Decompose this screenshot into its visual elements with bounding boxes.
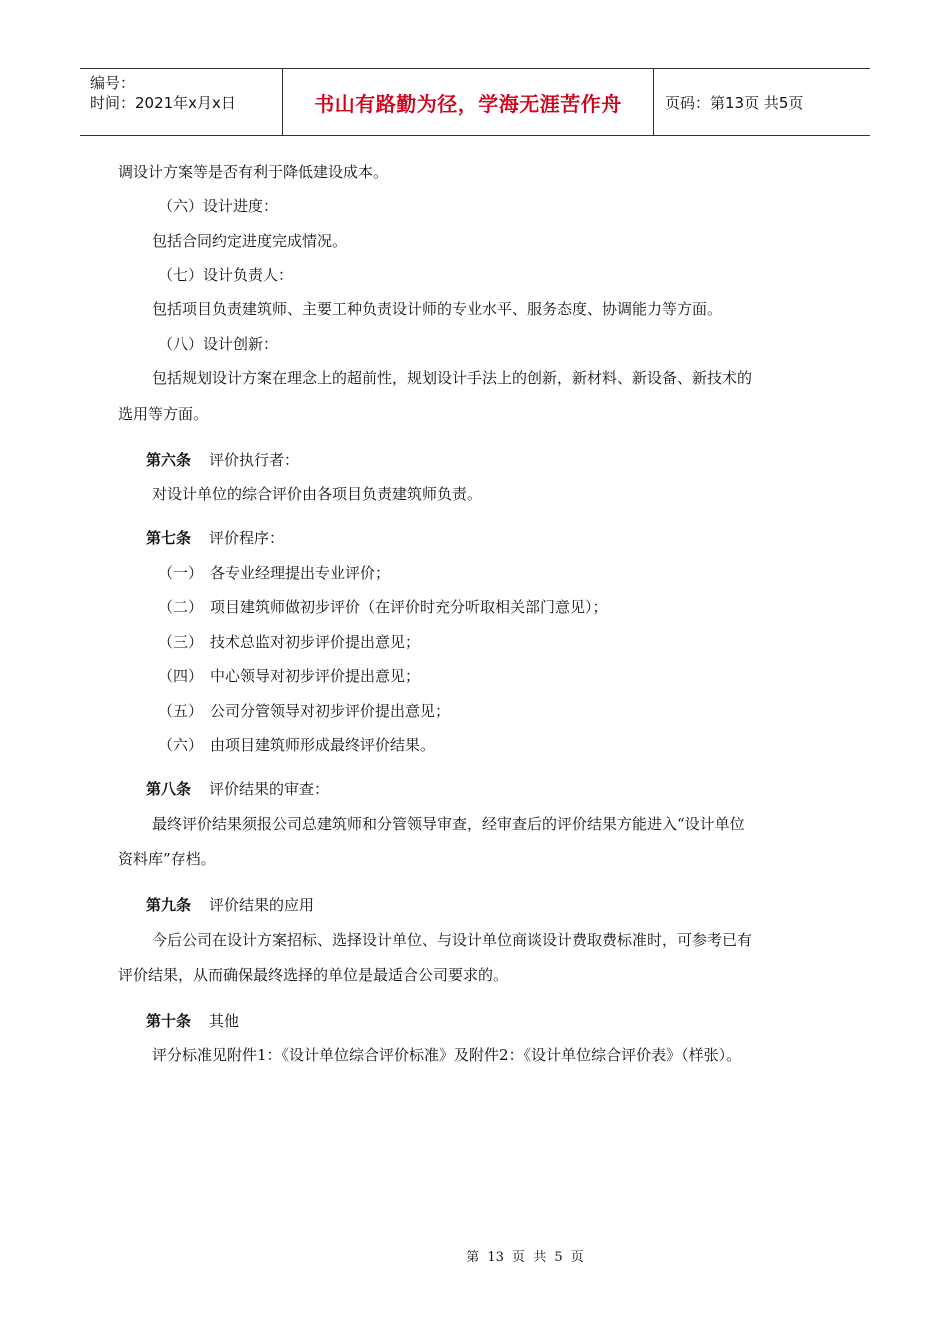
step-number: （四） [158,667,204,685]
step-item [158,632,420,652]
time-label: 时间：2021年x月x日 [90,94,236,112]
article-10-heading [146,1011,239,1031]
article-8-text-1: 最终评价结果须报公司总建筑师和分管领导审查，经审查后的评价结果方能进入“设计单位 [152,815,745,833]
item6-text: 包括合同约定进度完成情况。 [152,232,348,250]
motto-text: 书山有路勤为径，学海无涯苦作舟 [314,91,622,116]
step-text: 公司分管领导对初步评价提出意见； [210,702,451,720]
step-text: 中心领导对初步评价提出意见； [210,667,421,685]
article-9-title: 评价结果的应用 [209,896,315,914]
article-8-text-2: 资料库”存档。 [118,850,216,868]
item8-text-2: 选用等方面。 [118,405,209,423]
header-meta [90,73,236,113]
step-text: 由项目建筑师形成最终评价结果。 [210,736,436,754]
step-item [158,597,608,617]
step-item [158,666,420,686]
page-footer: 第 13 页 共 5 页 [466,1250,584,1265]
article-7-heading [146,528,284,548]
article-6-text: 对设计单位的综合评价由各项目负责建筑师负责。 [152,485,483,503]
article-6-title: 评价执行者： [209,451,300,469]
step-text: 技术总监对初步评价提出意见； [210,633,421,651]
step-number: （五） [158,702,204,720]
article-7-number: 第七条 [146,529,192,547]
article-6-number: 第六条 [146,451,192,469]
article-9-heading [146,895,314,915]
item8-text-1: 包括规划设计方案在理念上的超前性，规划设计手法上的创新，新材料、新设备、新技术的 [152,369,753,387]
article-10-number: 第十条 [146,1012,192,1030]
step-item [158,563,390,583]
article-10-title: 其他 [209,1012,240,1030]
intro-tail: 调设计方案等是否有利于降低建设成本。 [118,163,389,181]
step-item [158,735,435,755]
step-text: 项目建筑师做初步评价（在评价时充分听取相关部门意见）； [210,598,608,616]
step-number: （六） [158,736,204,754]
item7-text: 包括项目负责建筑师、主要工种负责设计师的专业水平、服务态度、协调能力等方面。 [152,300,723,318]
article-9-text-2: 评价结果，从而确保最终选择的单位是最适合公司要求的。 [118,966,509,984]
article-7-title: 评价程序： [209,529,285,547]
article-9-number: 第九条 [146,896,192,914]
article-10-text: 评分标准见附件1：《设计单位综合评价标准》及附件2：《设计单位综合评价表》（样张）。 [152,1046,742,1064]
article-9-text-1: 今后公司在设计方案招标、选择设计单位、与设计单位商谈设计费取费标准时，可参考已有 [152,931,753,949]
step-number: （一） [158,564,204,582]
page-header [80,68,870,136]
article-8-title: 评价结果的审查： [209,780,330,798]
article-8-number: 第八条 [146,780,192,798]
item7-title: （七）设计负责人： [158,266,294,284]
article-8-heading [146,779,329,799]
code-label: 编号： [90,74,136,92]
step-number: （三） [158,633,204,651]
step-text: 各专业经理提出专业评价； [210,564,391,582]
header-motto-cell [282,69,654,135]
step-number: （二） [158,598,204,616]
step-item [158,701,450,721]
item8-title: （八）设计创新： [158,335,279,353]
article-6-heading [146,450,299,470]
item6-title: （六）设计进度： [158,197,279,215]
header-page-info: 页码：第13页 共5页 [665,93,804,112]
